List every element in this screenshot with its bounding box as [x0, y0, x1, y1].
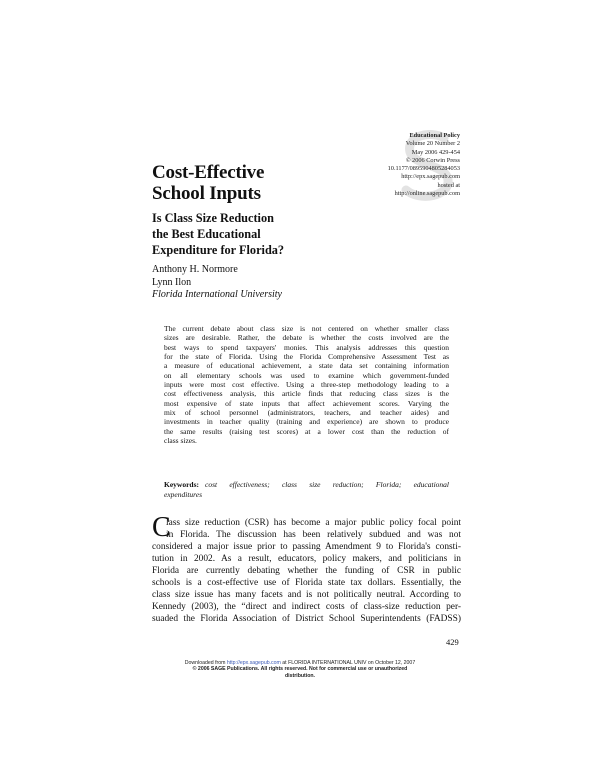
abstract [164, 324, 449, 445]
author-block [152, 264, 282, 302]
subtitle-line: Is Class Size Reduction [152, 211, 274, 225]
body-line: schools is a cost-effective use of Florida state tax dollars. Essentially, the [152, 578, 461, 589]
footer-downloaded-label: Downloaded from [184, 660, 226, 666]
journal-volume: Volume 20 Number 2 [405, 140, 460, 148]
body-line: class size issue has many facets and is not politically neutral. According to [152, 590, 461, 601]
abstract-line: on all elementary schools was used to examine which government-funded [164, 370, 449, 380]
footer-download-details: at FLORIDA INTERNATIONAL UNIV on October 12, 2007 [282, 660, 416, 666]
subtitle-line: Expenditure for Florida? [152, 243, 285, 257]
abstract-line: mix of school personnel (administrators, teachers, and teacher aides) and [164, 408, 449, 418]
journal-url-link[interactable]: http://epx.sagepub.com [401, 173, 460, 181]
body-line: Kennedy (2003), the “direct and indirect costs of class-size reduction per- [152, 602, 461, 613]
body-text [152, 512, 461, 625]
abstract-line: The current debate about class size is not centered on whether smaller class [164, 324, 449, 333]
author-affiliation: Florida International University [152, 289, 282, 301]
abstract-line: investments in teacher quality (training and experience) are shown to produce [164, 417, 449, 427]
title-line: Cost-Effective [152, 162, 265, 183]
journal-doi: 10.1177/0895904805284053 [387, 165, 460, 173]
abstract-line: best ways to spend taxpayers' monies. This analysis addresses this question [164, 342, 449, 352]
abstract-line: class sizes. [164, 436, 197, 446]
abstract-line: the same results (raising test scores) at a lower cost than the reduction of [164, 426, 449, 436]
footer-distribution: distribution. [285, 672, 315, 679]
keywords-values: cost effectiveness; class size reduction; Florida; educational [205, 480, 449, 489]
abstract-line: a measure of educational achievement, a state data set containing information [164, 361, 449, 371]
abstract-line: inputs were most cost effective. Using a three-step methodology leading to a [164, 380, 449, 390]
journal-copyright: © 2006 Corwin Press [405, 156, 460, 164]
footer-link[interactable]: http://epx.sagepub.com [226, 660, 281, 666]
page-number: 429 [446, 637, 459, 647]
article-title [152, 162, 264, 204]
article-subtitle [152, 210, 284, 258]
keywords-line [164, 480, 449, 490]
body-line: in Florida. The discussion has been relatively subdued and was not [166, 530, 461, 541]
journal-hosted-label: hosted at [437, 181, 460, 189]
body-line: considered a major issue prior to passing Amendment 9 to Florida's consti- [152, 542, 461, 553]
keywords-values: expenditures [164, 489, 203, 499]
drop-cap: C [152, 512, 171, 543]
body-line: Florida are currently debating whether the funding of CSR in public [152, 566, 461, 577]
journal-name: Educational Policy [409, 132, 460, 139]
abstract-line: cost effectiveness analysis, this article finds that reducing class sizes is the [164, 389, 449, 399]
subtitle-line: the Best Educational [152, 227, 261, 241]
keywords [164, 480, 449, 499]
body-line: suaded the Florida Association of District School Superintendents (FADSS) [152, 614, 461, 625]
footer-rights: © 2006 SAGE Publications. All rights reserved. Not for commercial use or unauthorized [192, 666, 408, 673]
author-name: Lynn Ilon [152, 276, 192, 288]
journal-date-pages: May 2006 429-454 [411, 148, 460, 156]
journal-online-link[interactable]: http://online.sagepub.com [394, 190, 460, 198]
download-footer [160, 660, 440, 679]
body-line: tution in 2002. As a result, educators, policy makers, and politicians in [152, 554, 461, 565]
abstract-line: most expensive of state inputs that affect achievement scores. Varying the [164, 398, 449, 408]
title-line: School Inputs [152, 183, 261, 204]
abstract-line: for the state of Florida. Using the Florida Comprehensive Assessment Test as [164, 352, 449, 362]
abstract-line: sizes are desirable. Rather, the debate is whether the costs involved are the [164, 333, 449, 343]
body-line: lass size reduction (CSR) has become a major public policy focal point [166, 518, 461, 528]
keywords-label: Keywords: [164, 480, 199, 489]
author-name: Anthony H. Normore [152, 264, 238, 275]
journal-info-block [370, 132, 460, 198]
